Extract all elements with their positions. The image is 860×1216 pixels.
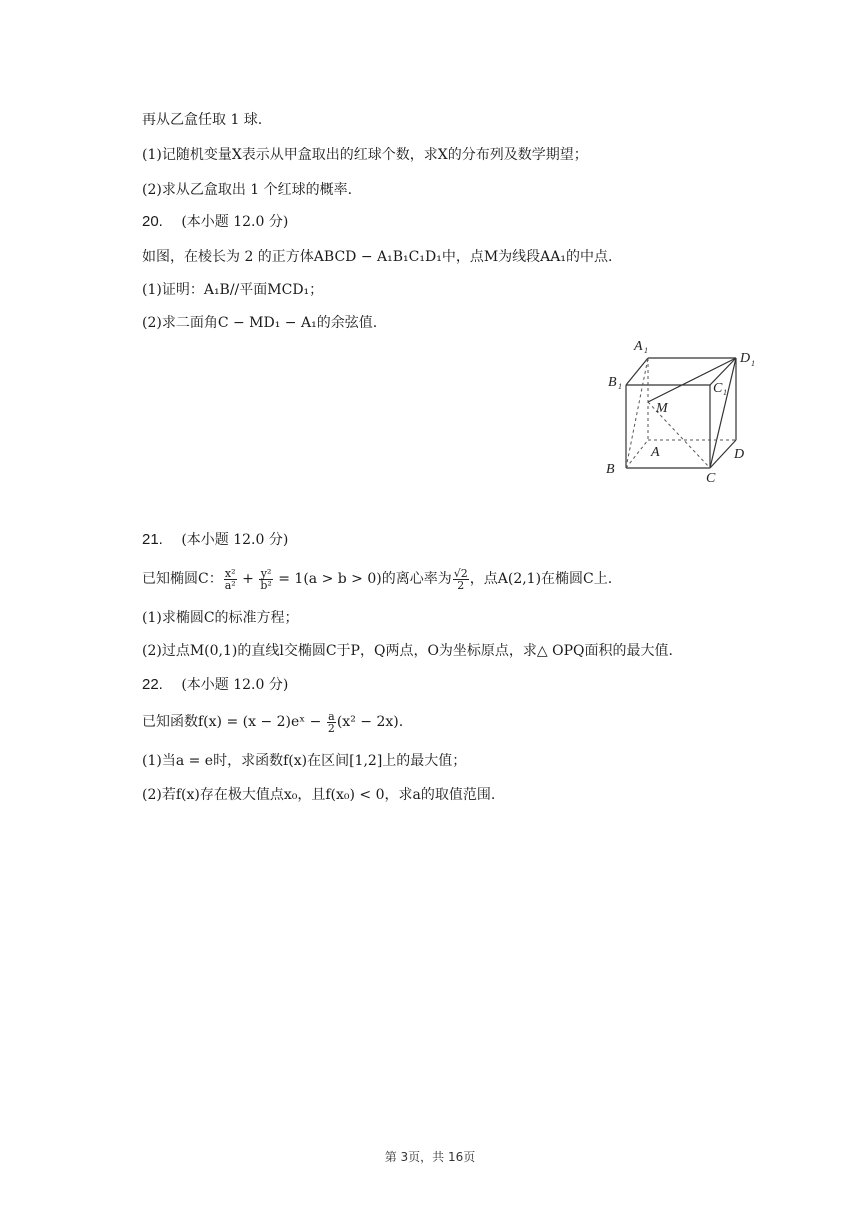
- fraction-x2-a2: $\frac{\text{x²}}{\text{a²}}$: [224, 566, 236, 592]
- cube-figure: [598, 330, 768, 490]
- label-M: M: [656, 401, 668, 416]
- q21-part1: (1)求椭圆C的标准方程；: [142, 610, 299, 626]
- q21-part2: (2)过点M(0,1)的直线l交椭圆C于P，Q两点，O为坐标原点，求△ OPQ面积的最大值.: [142, 643, 673, 659]
- label-C: C: [706, 471, 716, 486]
- q20-part2: (2)求二面角C − MD₁ − A₁的余弦值.: [142, 315, 378, 331]
- q22-part1: (1)当a = e时，求函数f(x)在区间[1,2]上的最大值；: [142, 753, 467, 769]
- svg-text:1: 1: [618, 382, 622, 391]
- label-B: B: [606, 462, 615, 477]
- q22-stem: 已知函数f(x) = (x − 2)eˣ − $\frac{a}{2}$ (x² − 2x).: [142, 709, 404, 735]
- label-A1: A: [634, 339, 643, 354]
- q19-part1: (1)记随机变量X表示从甲盒取出的红球个数，求X的分布列及数学期望；: [142, 147, 588, 163]
- q20-part1: (1)证明：A₁B//平面MCD₁；: [142, 282, 324, 298]
- edge-d1c: [710, 358, 736, 468]
- q22-number: 22.: [142, 676, 163, 693]
- label-B1: B: [608, 375, 617, 390]
- q21-header: [142, 530, 288, 550]
- fraction-sqrt2-2: $\frac{√2}{2}$: [453, 566, 468, 592]
- edge-b1a1: [626, 358, 648, 385]
- q19-part2: (2)求从乙盒取出 1 个红球的概率.: [142, 182, 353, 198]
- q20-stem: 如图，在棱长为 2 的正方体ABCD − A₁B₁C₁D₁中，点M为线段AA₁的中点.: [142, 249, 613, 265]
- hidden-segment-ba1: [626, 358, 648, 468]
- q20-number: 20.: [142, 213, 163, 230]
- label-A: A: [651, 445, 660, 460]
- fraction-a-2: $\frac{a}{2}$: [327, 709, 335, 735]
- q21-stem: 已知椭圆C： $\frac{\text{x²}}{\text{a²}}$ + $\frac{\text{y²}}{\text{b²}}$ = 1(a > b > 0)的离心率为 $\frac{√2}{2}$ ，点A(2,1)在椭圆C上.: [142, 566, 613, 592]
- svg-text:1: 1: [751, 359, 755, 368]
- q22-header: [142, 675, 288, 695]
- label-D: D: [734, 447, 745, 462]
- label-C1: C: [713, 381, 723, 396]
- q20-points: (本小题 12.0 分): [181, 214, 289, 230]
- q21-number: 21.: [142, 531, 163, 548]
- q22-part2: (2)若f(x)存在极大值点x₀，且f(x₀) < 0，求a的取值范围.: [142, 787, 496, 803]
- fraction-y2-b2: $\frac{\text{y²}}{\text{b²}}$: [260, 566, 272, 592]
- svg-text:1: 1: [644, 346, 648, 355]
- q21-points: (本小题 12.0 分): [181, 532, 289, 548]
- q20-header: [142, 212, 288, 232]
- svg-text:1: 1: [723, 388, 727, 397]
- label-D1: D: [740, 351, 751, 366]
- q19-continuation: 再从乙盒任取 1 球.: [142, 112, 263, 128]
- q22-points: (本小题 12.0 分): [181, 677, 289, 693]
- page-footer: 第 3页，共 16页: [384, 1150, 476, 1164]
